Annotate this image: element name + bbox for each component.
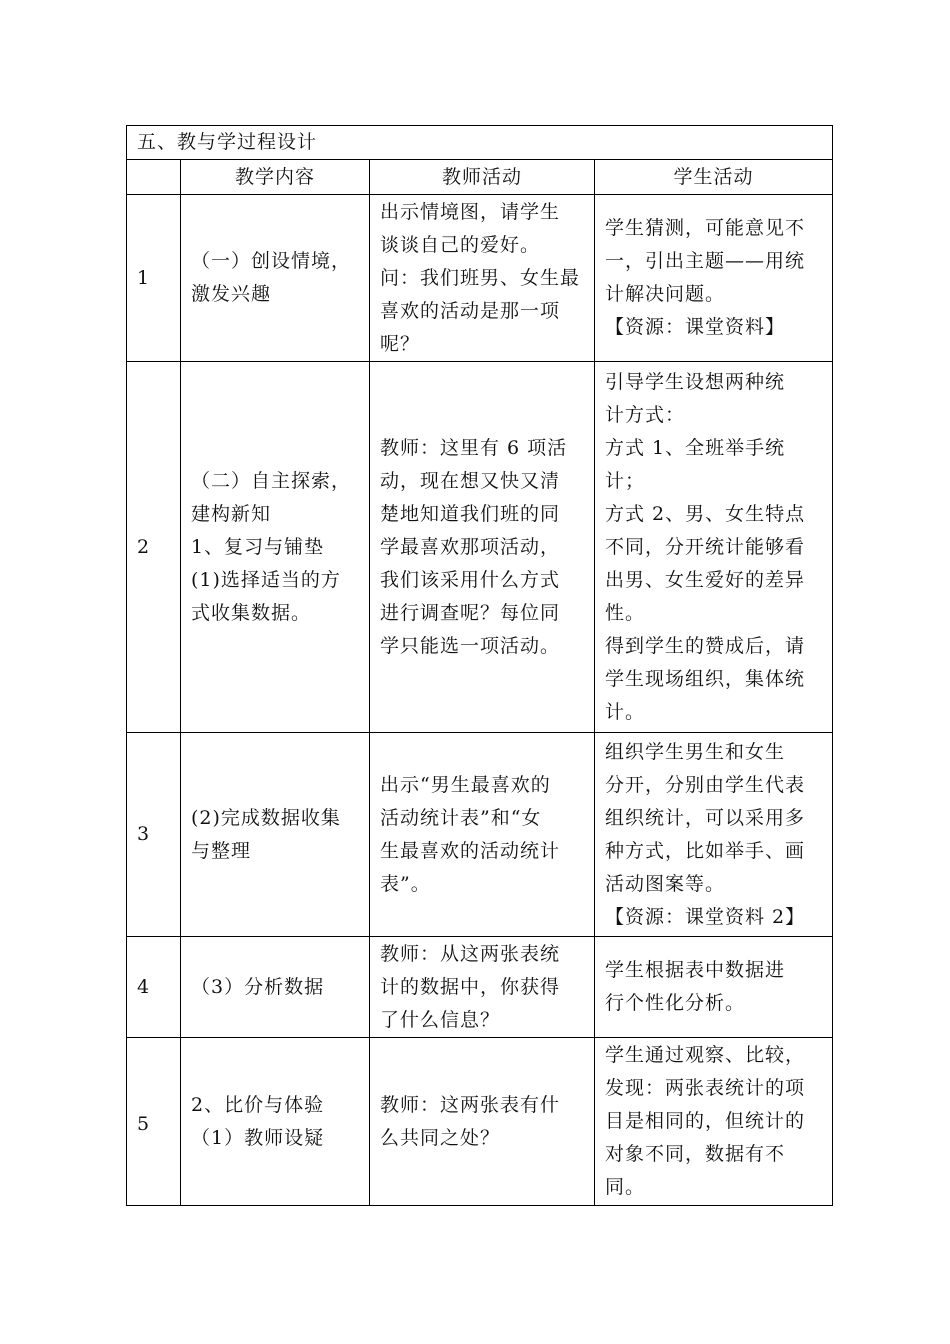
teacher-line: 生最喜欢的活动统计 xyxy=(380,839,561,862)
content-line: (2)完成数据收集 xyxy=(191,806,341,829)
teaching-content-cell xyxy=(181,937,370,1038)
teacher-line: 教师：这里有 6 项活 xyxy=(380,436,568,459)
student-line: 种方式，比如举手、画 xyxy=(605,839,806,862)
student-line: 组织统计，可以采用多 xyxy=(605,806,806,829)
row-number: 2 xyxy=(127,362,181,733)
student-line: 方式 1、全班举手统 xyxy=(605,436,786,459)
header-student: 学生活动 xyxy=(595,160,833,195)
student-line: 目是相同的，但统计的 xyxy=(605,1110,806,1132)
row-number: 5 xyxy=(127,1038,181,1206)
content-line: （3）分析数据 xyxy=(191,975,325,998)
student-line: 对象不同，数据有不 xyxy=(605,1143,786,1165)
student-line: 行个性化分析。 xyxy=(605,992,746,1014)
teacher-line: 么共同之处？ xyxy=(380,1126,501,1149)
student-line: 分开，分别由学生代表 xyxy=(605,773,806,796)
section-title: 五、教与学过程设计 xyxy=(127,126,833,160)
student-line: 学生猜测，可能意见不 xyxy=(605,217,806,239)
teacher-line: 活动统计表”和“女 xyxy=(380,806,542,829)
student-line: 同。 xyxy=(605,1176,646,1198)
teacher-line: 学最喜欢那项活动， xyxy=(380,535,561,558)
teacher-line: 教师：这两张表有什 xyxy=(380,1093,561,1116)
student-line: 组织学生男生和女生 xyxy=(605,740,786,763)
teacher-line: 计的数据中，你获得 xyxy=(380,975,561,998)
content-line: （二）自主探索， xyxy=(191,469,352,492)
header-teacher: 教师活动 xyxy=(370,160,595,195)
teaching-content-cell xyxy=(181,733,370,937)
student-line: 出男、女生爱好的差异 xyxy=(605,568,806,591)
teacher-line: 问：我们班男、女生最 xyxy=(380,266,581,289)
student-line: 计解决问题。 xyxy=(605,283,726,305)
student-line: 计。 xyxy=(605,700,646,723)
table-header-row xyxy=(127,160,833,195)
content-line: 建构新知 xyxy=(191,502,272,525)
teacher-line: 动，现在想又快又清 xyxy=(380,469,561,492)
content-line: 与整理 xyxy=(191,839,252,862)
student-line: 学生通过观察、比较， xyxy=(605,1044,806,1066)
student-line: 一，引出主题——用统 xyxy=(605,250,806,272)
teacher-line: 表”。 xyxy=(380,872,431,895)
row-number: 4 xyxy=(127,937,181,1038)
student-line: 得到学生的赞成后，请 xyxy=(605,634,806,657)
student-line: 活动图案等。 xyxy=(605,872,726,895)
section-title-row xyxy=(127,126,833,160)
student-line: 性。 xyxy=(605,601,646,624)
teacher-activity-cell xyxy=(370,362,595,733)
teacher-activity-cell xyxy=(370,733,595,937)
teacher-line: 出示“男生最喜欢的 xyxy=(380,773,551,796)
table-row xyxy=(127,362,833,733)
student-line: 计； xyxy=(605,469,646,492)
student-activity-cell xyxy=(595,195,833,362)
table-row xyxy=(127,733,833,937)
teaching-content-cell xyxy=(181,1038,370,1206)
teacher-activity-cell xyxy=(370,1038,595,1206)
content-line: 1、复习与铺垫 xyxy=(191,535,325,558)
student-line: 学生现场组织，集体统 xyxy=(605,667,806,690)
student-activity-cell xyxy=(595,362,833,733)
student-line: 计方式： xyxy=(605,403,686,426)
teacher-line: 教师：从这两张表统 xyxy=(380,942,561,965)
teaching-content-cell xyxy=(181,195,370,362)
teacher-line: 喜欢的活动是那一项 xyxy=(380,299,561,322)
teacher-line: 谈谈自己的爱好。 xyxy=(380,233,541,256)
student-activity-cell xyxy=(595,1038,833,1206)
content-line: （1）教师设疑 xyxy=(191,1126,325,1149)
row-number: 3 xyxy=(127,733,181,937)
content-line: (1)选择适当的方 xyxy=(191,568,341,591)
teacher-line: 出示情境图，请学生 xyxy=(380,200,561,223)
table-row xyxy=(127,937,833,1038)
teacher-line: 了什么信息？ xyxy=(380,1008,501,1031)
student-line: 引导学生设想两种统 xyxy=(605,370,786,393)
student-line: 【资源：课堂资料 2】 xyxy=(605,905,806,928)
student-activity-cell xyxy=(595,733,833,937)
teacher-line: 我们该采用什么方式 xyxy=(380,568,561,591)
student-line: 方式 2、男、女生特点 xyxy=(605,502,806,525)
content-line: 式收集数据。 xyxy=(191,601,312,624)
student-line: 【资源：课堂资料】 xyxy=(605,316,786,338)
row-number: 1 xyxy=(127,195,181,362)
teaching-process-table xyxy=(126,125,833,1206)
table-row xyxy=(127,195,833,362)
teacher-line: 学只能选一项活动。 xyxy=(380,634,561,657)
teacher-line: 楚地知道我们班的同 xyxy=(380,502,561,525)
teaching-content-cell xyxy=(181,362,370,733)
teacher-line: 呢？ xyxy=(380,332,421,355)
header-num xyxy=(127,160,181,195)
content-line: 激发兴趣 xyxy=(191,283,272,305)
student-line: 发现：两张表统计的项 xyxy=(605,1077,806,1099)
student-line: 不同，分开统计能够看 xyxy=(605,535,806,558)
content-line: （一）创设情境， xyxy=(191,250,352,272)
table-row xyxy=(127,1038,833,1206)
teacher-line: 进行调查呢？每位同 xyxy=(380,601,561,624)
student-line: 学生根据表中数据进 xyxy=(605,959,786,981)
content-line: 2、比价与体验 xyxy=(191,1093,325,1116)
teacher-activity-cell xyxy=(370,195,595,362)
student-activity-cell xyxy=(595,937,833,1038)
header-content: 教学内容 xyxy=(181,160,370,195)
teacher-activity-cell xyxy=(370,937,595,1038)
